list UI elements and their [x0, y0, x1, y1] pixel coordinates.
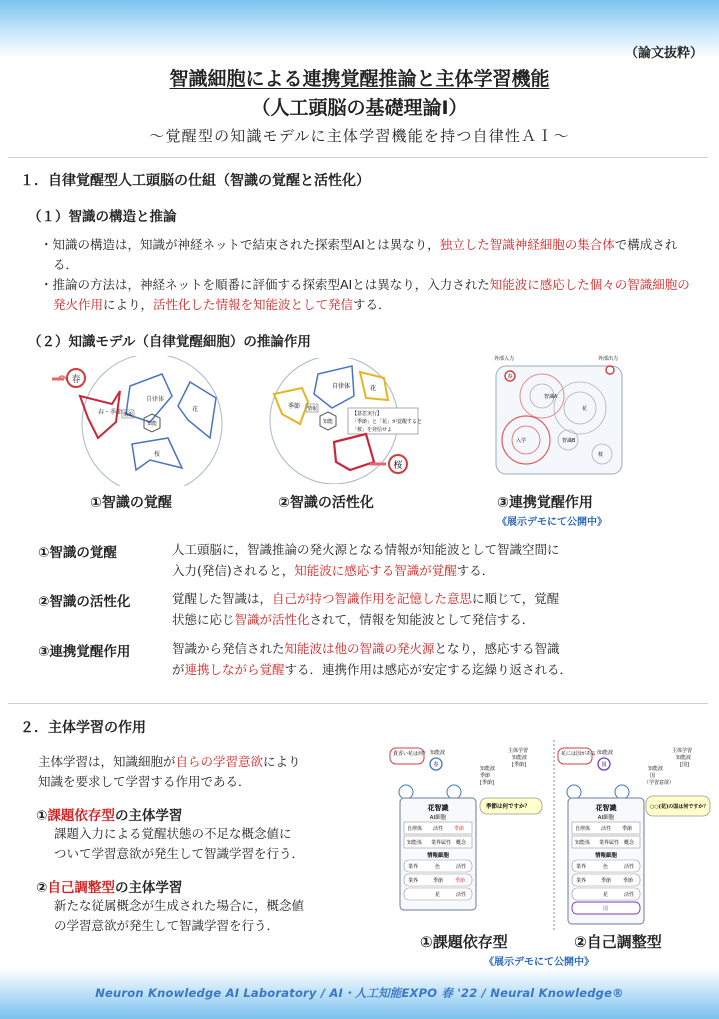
- svg-text:活性: 活性: [456, 864, 467, 870]
- svg-text:業界属性: 業界属性: [431, 840, 452, 846]
- svg-text:情報細胞: 情報細胞: [594, 853, 618, 859]
- svg-text:貴香い花は何？: 貴香い花は何？: [393, 751, 429, 757]
- svg-text:花: 花: [603, 892, 609, 898]
- def-label-linked: ③連携覚醒作用: [38, 644, 131, 660]
- bullet-inference: ・推論の方法は，神経ネットを順番に評価する探索型AIとは異なり，入力された知能波に感応した個々の智識細胞の発火作用により，活性化した情報を知能波として発信する．: [40, 277, 690, 312]
- svg-text:色: 色: [435, 864, 441, 870]
- svg-text:季節: 季節: [454, 826, 465, 832]
- svg-text:春: 春: [507, 374, 513, 380]
- svg-text:主体学習: 主体学習: [672, 748, 693, 754]
- section1-sub2-heading: （２）知識モデル（自律覚醒細胞）の推論作用: [28, 334, 311, 350]
- svg-text:桜: 桜: [598, 452, 604, 458]
- svg-text:活性: 活性: [601, 826, 612, 832]
- caption-activation: ②智識の活性化: [278, 495, 374, 511]
- svg-text:花: 花: [582, 406, 588, 412]
- svg-text:花: 花: [435, 892, 441, 898]
- divider-2: [8, 703, 708, 704]
- svg-text:業界: 業界: [408, 864, 419, 870]
- page-subtitle: 〜覚醒型の知識モデルに主体学習機能を持つ自律性ＡＩ〜: [149, 127, 570, 145]
- def-label-activation: ②智識の活性化: [38, 594, 131, 610]
- svg-text:花智識: 花智識: [595, 804, 617, 812]
- divider: [8, 157, 708, 158]
- svg-text:業界: 業界: [576, 864, 587, 870]
- svg-text:季節: 季節: [622, 826, 633, 832]
- section1-heading: １．自律覚醒型人工頭脳の仕組（智識の覚醒と活性化）: [20, 173, 370, 189]
- svg-text:花には国がある！: 花には国がある！: [561, 751, 602, 757]
- figure-linked-awakening: [490, 352, 630, 482]
- svg-text:業界: 業界: [408, 878, 419, 884]
- input-orb-label: 春: [71, 375, 81, 385]
- svg-text:国: 国: [650, 773, 656, 779]
- svg-text:概念: 概念: [456, 840, 467, 846]
- svg-text:外部出力: 外部出力: [598, 356, 619, 362]
- svg-text:知能波: 知能波: [598, 750, 614, 756]
- svg-text:知能波: 知能波: [648, 766, 664, 772]
- svg-text:春・季節: 春・季節: [98, 409, 123, 416]
- svg-text:活性: 活性: [433, 826, 444, 832]
- svg-text:知能波: 知能波: [512, 755, 528, 761]
- svg-text:花: 花: [192, 406, 199, 413]
- item2-heading: ②自己調整型の主体学習: [36, 880, 183, 896]
- svg-text:自律体: 自律体: [575, 826, 591, 832]
- svg-text:「桜」を発信せよ: 「桜」を発信せよ: [352, 427, 393, 433]
- svg-text:自律体: 自律体: [407, 826, 423, 832]
- header-band: [0, 0, 719, 58]
- svg-text:季節は何ですか？: 季節は何ですか？: [486, 804, 531, 810]
- svg-text:桜: 桜: [154, 451, 161, 458]
- svg-text:季節: 季節: [433, 878, 444, 884]
- figure-awakening: [50, 356, 240, 486]
- svg-text:季節: 季節: [455, 878, 466, 884]
- svg-text:桜: 桜: [393, 461, 403, 471]
- svg-text:季節: 季節: [623, 878, 634, 884]
- svg-text:活性: 活性: [624, 864, 635, 870]
- svg-text:季節: 季節: [601, 878, 612, 884]
- svg-text:活性: 活性: [624, 892, 635, 898]
- def-label-awakening: ①智識の覚醒: [38, 545, 117, 561]
- svg-text:AI細胞: AI細胞: [429, 815, 447, 821]
- svg-text:業界属性: 業界属性: [599, 840, 620, 846]
- svg-text:国: 国: [603, 906, 609, 912]
- svg-text:花智識: 花智識: [427, 804, 449, 812]
- svg-text:情報: 情報: [122, 412, 134, 418]
- svg-text:知能波: 知能波: [676, 755, 692, 761]
- svg-text:○○(花)の国は何ですか？: ○○(花)の国は何ですか？: [650, 804, 709, 810]
- demo-note-1: 《展示デモにて公開中》: [497, 517, 607, 528]
- svg-text:外部入力: 外部入力: [494, 356, 515, 362]
- section1-sub1-heading: （１）智識の構造と推論: [28, 209, 177, 225]
- svg-text:知能: 知能: [146, 421, 158, 427]
- svg-text:国: 国: [601, 762, 607, 768]
- demo-note-2: 《展示デモにて公開中》: [484, 957, 594, 968]
- svg-text:【意思実行】: 【意思実行】: [352, 411, 383, 417]
- svg-text:[季節]: [季節]: [480, 780, 494, 786]
- caption-linked: ③連携覚醒作用: [497, 495, 593, 511]
- svg-text:活性: 活性: [456, 892, 467, 898]
- svg-text:入学: 入学: [516, 438, 527, 444]
- caption-task-dependent: ①課題依存型: [420, 933, 508, 951]
- figure-activation: [262, 358, 422, 484]
- svg-text:[国]: [国]: [680, 762, 689, 768]
- svg-text:春: 春: [433, 762, 439, 768]
- caption-awakening: ①智識の覚醒: [90, 495, 172, 511]
- excerpt-tag: （論文抜粋）: [624, 46, 703, 61]
- svg-text:季節: 季節: [480, 773, 491, 779]
- svg-text:主体学習: 主体学習: [508, 748, 529, 754]
- svg-text:智識B: 智識B: [562, 438, 576, 444]
- svg-text:色: 色: [603, 864, 609, 870]
- svg-text:知能波: 知能波: [430, 750, 446, 756]
- svg-text:知能体: 知能体: [575, 840, 591, 846]
- svg-text:業界: 業界: [576, 878, 587, 884]
- item2-text: 新たな従属概念が生成された場合に，概念値 の学習意欲が発生して智識学習を行う．: [54, 898, 305, 933]
- page-title: 智識細胞による連携覚醒推論と主体学習機能: [169, 68, 550, 90]
- figure-task-dependent: [388, 740, 553, 930]
- section2-intro: 主体学習は，知識細胞が自らの学習意欲により 知識を要求して学習する作用である．: [38, 754, 301, 789]
- svg-text:知能: 知能: [322, 419, 334, 425]
- svg-text:季節: 季節: [288, 403, 301, 410]
- def-text-linked: 智識から発信された知能波は他の智識の発火源となり，感応する智識 が連携しながら覚醒する．連携作用は感応が安定する迄繰り返される．: [172, 641, 573, 677]
- figure-self-adjusting: [556, 740, 716, 930]
- item1-text: 課題入力による覚醒状態の不足な概念値に ついて学習意欲が発生して智識学習を行う．: [54, 826, 305, 861]
- svg-text:（学習意欲）: （学習意欲）: [644, 780, 675, 786]
- svg-text:情報: 情報: [306, 406, 318, 412]
- footer-text: Neuron Knowledge AI Laboratory / AI・人工知能EXPO 春 '22 / Neural Knowledge®: [95, 986, 624, 1000]
- svg-text:知能体: 知能体: [407, 840, 423, 846]
- def-text-activation: 覚醒した智識は，自己が持つ智識作用を記憶した意思に順じて，覚醒 状態に応じ智識が活性化されて，情報を知能波として発信する．: [172, 591, 560, 627]
- svg-text:自律体: 自律体: [332, 383, 351, 390]
- svg-text:[季節]: [季節]: [512, 762, 526, 768]
- item1-heading: ①課題依存型の主体学習: [36, 808, 183, 824]
- svg-text:AI細胞: AI細胞: [597, 815, 615, 821]
- svg-text:花: 花: [370, 385, 377, 392]
- svg-text:「季節」と「花」が覚醒すると: 「季節」と「花」が覚醒すると: [352, 419, 422, 425]
- caption-self-adjusting: ②自己調整型: [574, 933, 662, 951]
- svg-text:概念: 概念: [624, 840, 635, 846]
- svg-text:知能波: 知能波: [480, 766, 496, 772]
- bullet-structure: ・知識の構造は，知識が神経ネットで結束された探索型AIとは異なり，独立した智識神経細胞の集合体で構成される．: [40, 237, 678, 272]
- svg-text:情報細胞: 情報細胞: [426, 853, 450, 859]
- star-cell-red-2: [334, 434, 374, 470]
- section2-heading: ２．主体学習の作用: [20, 720, 146, 736]
- svg-text:智識A: 智識A: [544, 394, 558, 400]
- svg-text:自律体: 自律体: [146, 396, 165, 403]
- page-title-sub: （人工頭脳の基礎理論Ⅰ）: [251, 97, 468, 119]
- def-text-awakening: 人工頭脳に，智識推論の発火源となる情報が知能波として智識空間に 入力(発信)されると，知能波に感応する智識が覚醒する．: [172, 542, 560, 578]
